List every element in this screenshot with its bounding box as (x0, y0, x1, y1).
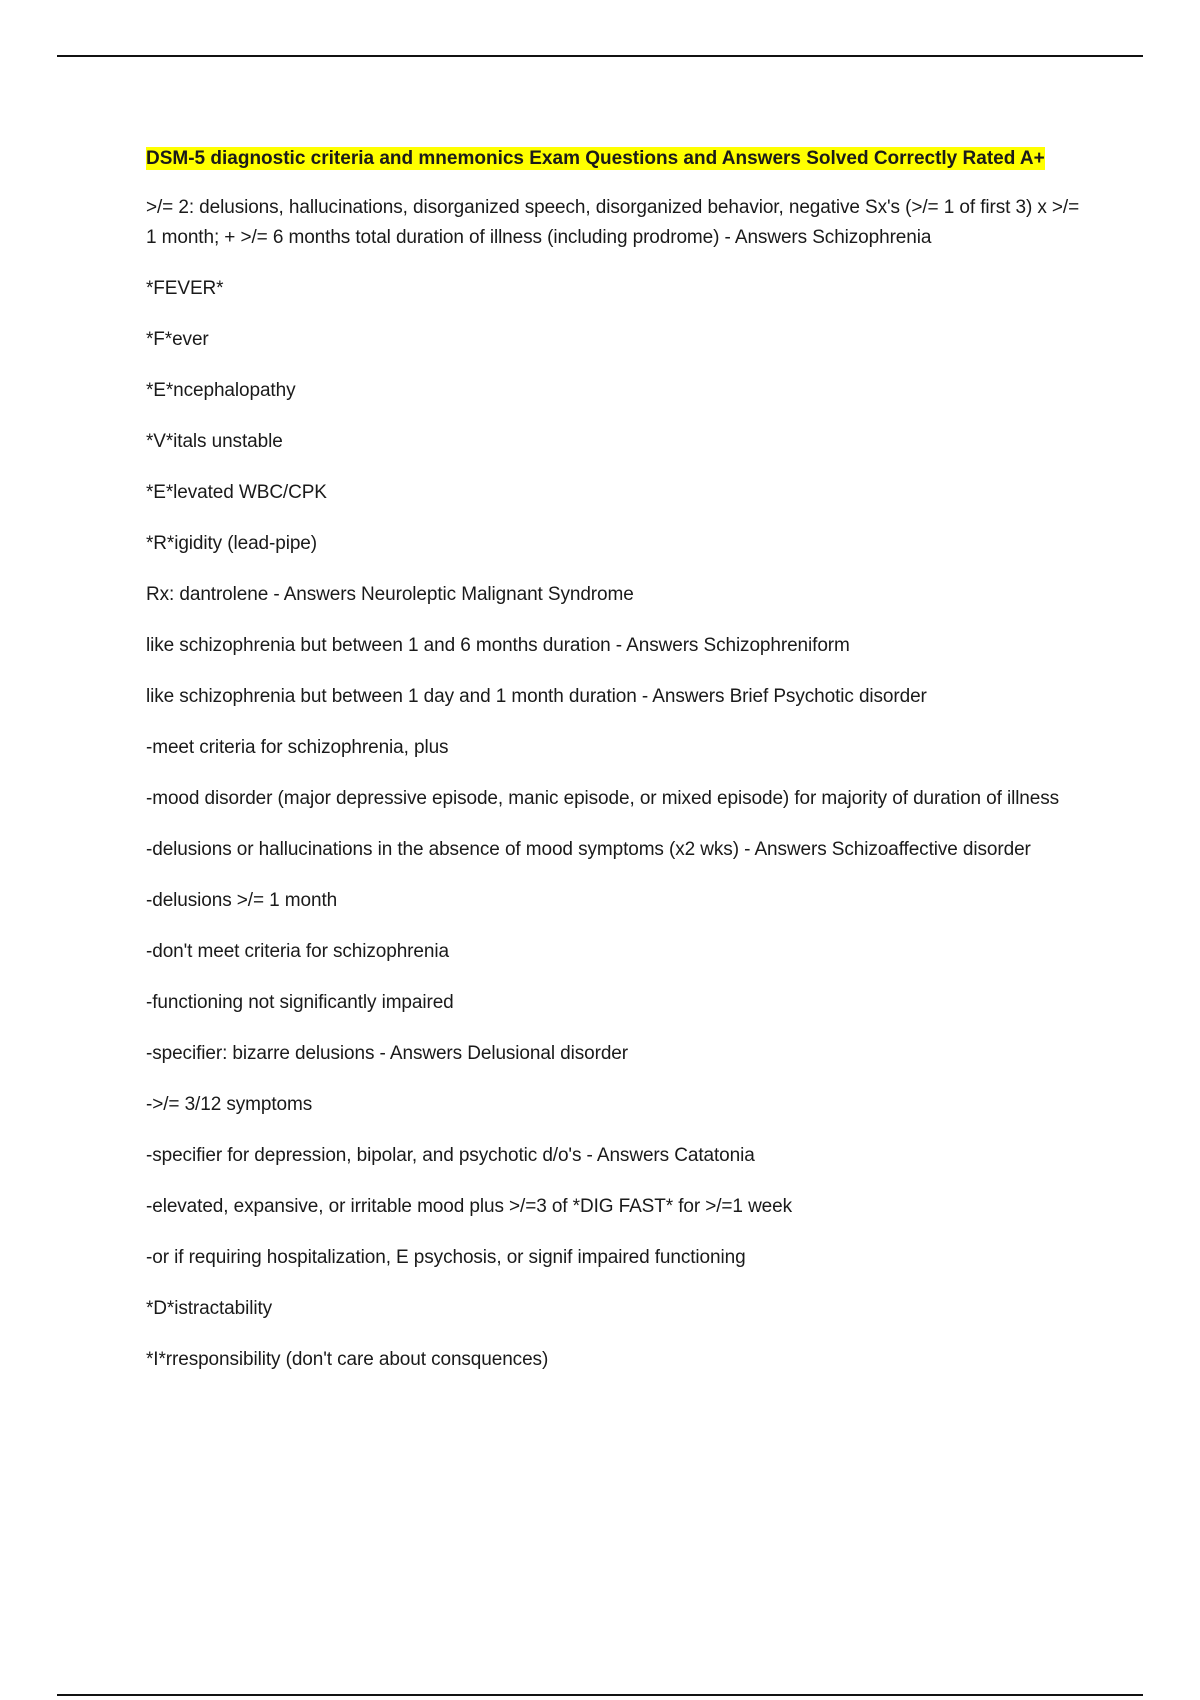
document-title: DSM-5 diagnostic criteria and mnemonics Exam Questions and Answers Solved Correctly Rated A+ (146, 148, 1045, 169)
paragraph: -specifier for depression, bipolar, and psychotic d/o's - Answers Catatonia (146, 1145, 755, 1166)
paragraph: -delusions or hallucinations in the absence of mood symptoms (x2 wks) - Answers Schizoaffective disorder (146, 839, 1031, 860)
paragraph: *V*itals unstable (146, 431, 283, 452)
header-rule (57, 55, 1143, 57)
paragraph: -functioning not significantly impaired (146, 992, 454, 1013)
paragraph: *FEVER* (146, 278, 224, 299)
document-body (146, 144, 1086, 1396)
paragraph: -elevated, expansive, or irritable mood plus >/=3 of *DIG FAST* for >/=1 week (146, 1196, 793, 1217)
paragraph: *F*ever (146, 329, 209, 350)
paragraph: like schizophrenia but between 1 day and 1 month duration - Answers Brief Psychotic disorder (146, 686, 927, 707)
paragraph: like schizophrenia but between 1 and 6 months duration - Answers Schizophreniform (146, 635, 850, 656)
paragraph: *D*istractability (146, 1298, 273, 1319)
footer-rule (57, 1694, 1143, 1696)
document-title-line (146, 144, 1086, 174)
paragraph: -or if requiring hospitalization, E psychosis, or signif impaired functioning (146, 1247, 746, 1268)
paragraph: -don't meet criteria for schizophrenia (146, 941, 449, 962)
paragraph: -meet criteria for schizophrenia, plus (146, 737, 449, 758)
paragraph: *R*igidity (lead-pipe) (146, 533, 317, 554)
paragraph: *E*levated WBC/CPK (146, 482, 327, 503)
paragraph: ->/= 3/12 symptoms (146, 1094, 313, 1115)
paragraph: -delusions >/= 1 month (146, 890, 338, 911)
paragraph: *I*rresponsibility (don't care about consquences) (146, 1349, 549, 1370)
paragraph: Rx: dantrolene - Answers Neuroleptic Malignant Syndrome (146, 584, 634, 605)
paragraph: *E*ncephalopathy (146, 380, 296, 401)
paragraph: -specifier: bizarre delusions - Answers Delusional disorder (146, 1043, 628, 1064)
paragraph: -mood disorder (major depressive episode, manic episode, or mixed episode) for majority of duration of illness (146, 788, 1060, 809)
paragraph: >/= 2: delusions, hallucinations, disorganized speech, disorganized behavior, negative Sx's (>/= 1 of first 3) x >/= 1 month; + >/= 6 months total duration of illness (including prodrome) - Answers Schizophrenia (146, 197, 1080, 248)
